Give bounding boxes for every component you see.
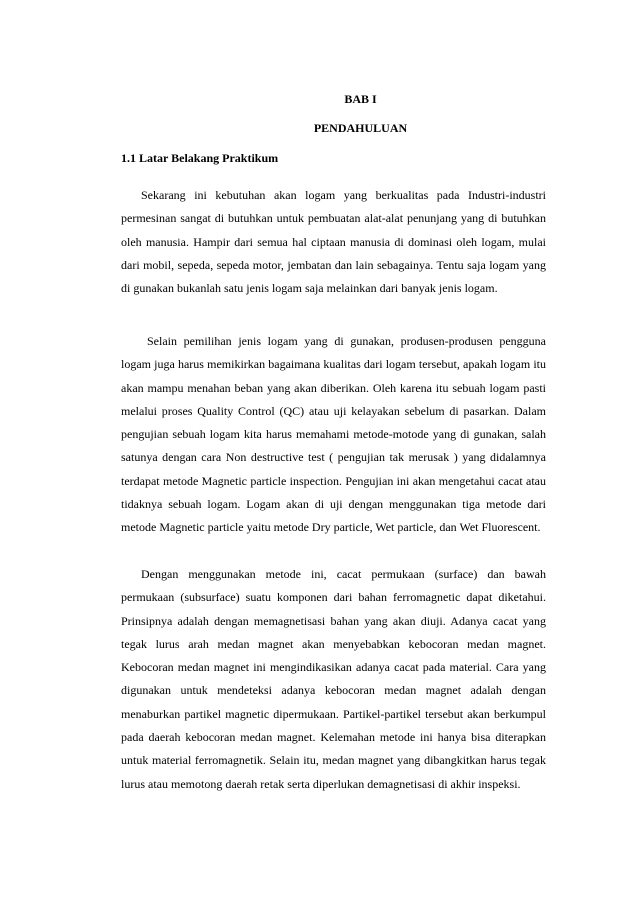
paragraph-1: Sekarang ini kebutuhan akan logam yang berkualitas pada Industri-industri permesinan sangat di butuhkan untuk pembuatan alat-alat penunjang yang di butuhkan oleh manusia. Hampir dari semua hal ciptaan manusia di dominasi oleh logam, mulai dari mobil, sepeda, sepeda motor, jembatan dan lain sebagainya. Tentu saja logam yang di gunakan bukanlah satu jenis logam saja melainkan dari banyak jenis logam. [121, 188, 546, 296]
paragraph-2: Selain pemilihan jenis logam yang di gunakan, produsen-produsen pengguna logam juga harus memikirkan bagaimana kualitas dari logam tersebut, apakah logam itu akan mampu menahan beban yang akan diberikan. Oleh karena itu sebuah logam pasti melalui proses Quality Control (QC) atau uji kelayakan sebelum di pasarkan. Dalam pengujian sebuah logam kita harus memahami metode-motode yang di gunakan, salah satunya dengan cara Non destructive test ( pengujian tak merusak ) yang didalamnya terdapat metode Magnetic particle inspection. Pengujian ini akan mengetahui cacat atau tidaknya sebuah logam. Logam akan di uji dengan menggunakan tiga metode dari metode Magnetic particle yaitu metode Dry particle, Wet particle, dan Wet Fluorescent. [121, 334, 546, 535]
chapter-title: PENDAHULUAN [313, 121, 408, 135]
paragraph-3: Dengan menggunakan metode ini, cacat permukaan (surface) dan bawah permukaan (subsurface) suatu komponen dari bahan ferromagnetic dapat diketahui. Prinsipnya adalah dengan memagnetisasi bahan yang akan diuji. Adanya cacat yang tegak lurus arah medan magnet akan menyebabkan kebocoran medan magnet. Kebocoran medan magnet ini mengindikasikan adanya cacat pada material. Cara yang digunakan untuk mendeteksi adanya kebocoran medan magnet adalah dengan menaburkan partikel magnetic dipermukaan. Partikel-partikel tersebut akan berkumpul pada daerah kebocoran medan magnet. Kelemahan metode ini hanya bisa diterapkan untuk material ferromagnetik. Selain itu, medan magnet yang dibangkitkan harus tegak lurus atau memotong daerah retak serta diperlukan demagnetisasi di akhir inspeksi. [121, 567, 546, 791]
chapter-number: BAB I [344, 92, 377, 106]
section-heading: 1.1 Latar Belakang Praktikum [121, 151, 279, 165]
